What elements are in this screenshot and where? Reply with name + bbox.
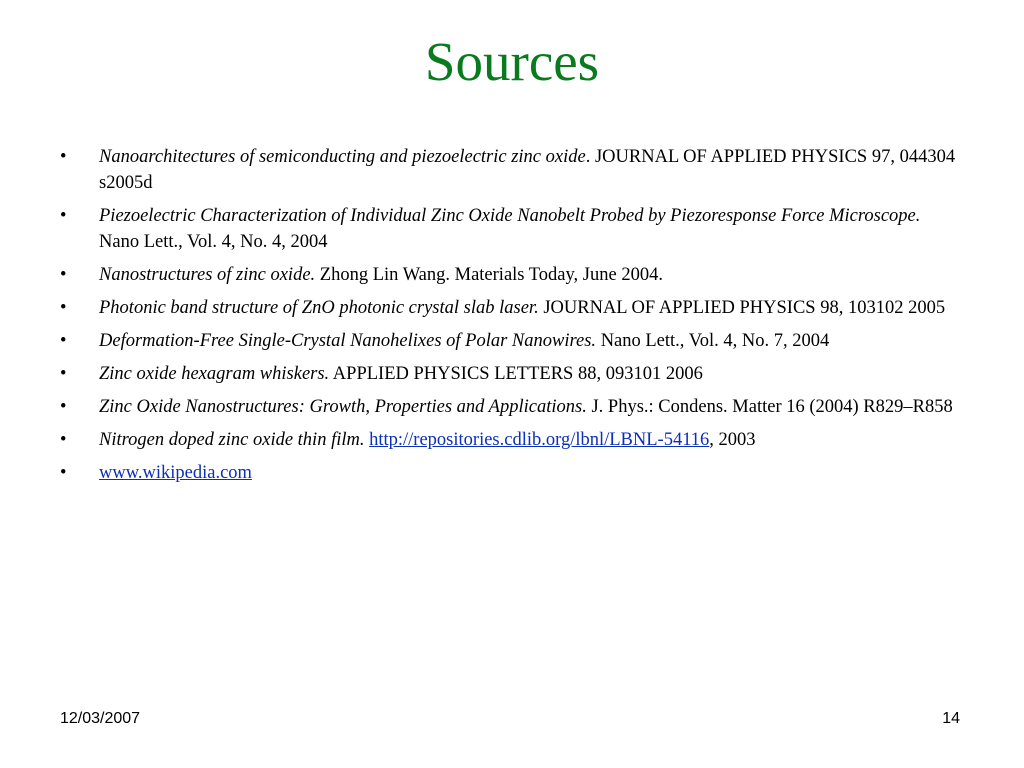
source-details: J. Phys.: Condens. Matter 16 (2004) R829–R858 bbox=[591, 397, 953, 417]
source-item-1 bbox=[60, 144, 960, 196]
bullet: • bbox=[60, 364, 67, 384]
source-details: JOURNAL OF APPLIED PHYSICS 97, 044304 s2005d bbox=[99, 147, 956, 193]
source-item-7 bbox=[60, 394, 960, 420]
source-details: , 2003 bbox=[709, 430, 756, 450]
bullet: • bbox=[60, 298, 67, 318]
source-details: JOURNAL OF APPLIED PHYSICS 98, 103102 2005 bbox=[543, 298, 946, 318]
source-item-4 bbox=[60, 295, 960, 321]
source-separator: . bbox=[585, 147, 595, 167]
source-details: Zhong Lin Wang. Materials Today, June 2004. bbox=[319, 265, 663, 285]
source-title: Deformation-Free Single-Crystal Nanohelixes of Polar Nanowires. bbox=[99, 331, 597, 351]
source-item-5 bbox=[60, 328, 960, 354]
lbnl-repository-link[interactable]: http://repositories.cdlib.org/lbnl/LBNL-54116 bbox=[369, 430, 710, 450]
bullet: • bbox=[60, 206, 67, 226]
source-title: Zinc oxide hexagram whiskers. bbox=[99, 364, 330, 384]
source-item-2 bbox=[60, 203, 960, 255]
bullet: • bbox=[60, 397, 67, 417]
source-details: APPLIED PHYSICS LETTERS 88, 093101 2006 bbox=[332, 364, 703, 384]
page-number: 14 bbox=[942, 710, 960, 727]
footer-date: 12/03/2007 bbox=[60, 710, 141, 727]
source-title: Piezoelectric Characterization of Individual Zinc Oxide Nanobelt Probed by Piezoresponse Force Microscope. bbox=[99, 206, 921, 226]
wikipedia-link[interactable]: www.wikipedia.com bbox=[99, 463, 252, 483]
sources-list bbox=[60, 144, 960, 493]
bullet: • bbox=[60, 265, 67, 285]
source-details: Nano Lett., Vol. 4, No. 4, 2004 bbox=[99, 232, 328, 252]
source-item-8 bbox=[60, 427, 960, 453]
bullet: • bbox=[60, 147, 67, 167]
source-item-3 bbox=[60, 262, 960, 288]
slide-title: Sources bbox=[424, 31, 600, 92]
source-item-9 bbox=[60, 460, 960, 486]
source-title: Photonic band structure of ZnO photonic crystal slab laser. bbox=[99, 298, 539, 318]
source-title: Nanostructures of zinc oxide. bbox=[99, 265, 316, 285]
source-item-6 bbox=[60, 361, 960, 387]
source-title: Nanoarchitectures of semiconducting and piezoelectric zinc oxide bbox=[99, 147, 586, 167]
bullet: • bbox=[60, 463, 67, 483]
source-title: Nitrogen doped zinc oxide thin film. bbox=[99, 430, 365, 450]
bullet: • bbox=[60, 331, 67, 351]
bullet: • bbox=[60, 430, 67, 450]
source-title: Zinc Oxide Nanostructures: Growth, Properties and Applications. bbox=[99, 397, 587, 417]
source-details: Nano Lett., Vol. 4, No. 7, 2004 bbox=[600, 331, 830, 351]
